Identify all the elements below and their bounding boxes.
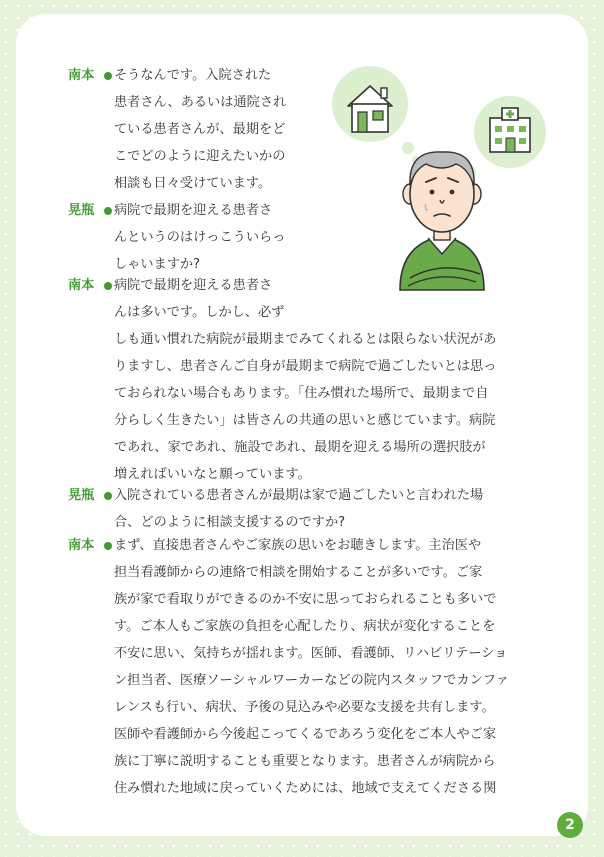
hospital-thought-bubble <box>474 96 546 168</box>
body-line: ておられない場合もあります。「住み慣れた場所で、最期まで自 <box>114 386 489 401</box>
body-line: しも通い慣れた病院が最期までみてくれるとは限らない状況があ <box>114 332 497 347</box>
body-line: 担当看護師からの連絡で相談を開始することが多いです。ご家 <box>114 565 483 580</box>
body-line: こでどのように迎えたいかの <box>114 149 286 164</box>
speaker-label-minamimoto: 南本 <box>68 538 95 553</box>
body-line: 入院されている患者さんが最期は家で過ごしたいと言われた場 <box>114 488 484 503</box>
body-line: んというのはけっこういらっ <box>114 230 286 245</box>
body-line: りますし、患者さんご自身が最期まで病院で過ごしたいとは思っ <box>114 359 497 374</box>
body-line: ている患者さんが、最期をど <box>114 122 286 137</box>
speaker-bullet <box>104 492 112 500</box>
body-line: 増えればいいなと願っています。 <box>114 467 311 482</box>
body-line: しゃいますか? <box>114 257 201 272</box>
speaker-bullet <box>104 542 112 550</box>
speaker-label-minamimoto: 南本 <box>68 278 95 293</box>
home-thought-bubble <box>332 66 408 142</box>
body-line: 合、どのように相談支援するのですか? <box>114 515 346 530</box>
body-line: 病院で最期を迎える患者さ <box>114 278 273 293</box>
speaker-bullet <box>104 207 112 215</box>
body-line: レンスも行い、病状、予後の見込みや必要な支援を共有します。 <box>114 700 495 715</box>
body-line: 不安に思い、気持ちが揺れます。医師、看護師、リハビリテーショ <box>114 646 508 661</box>
body-line: ン担当者、医療ソーシャルワーカーなどの院内スタッフでカンファ <box>114 673 509 688</box>
speaker-bullet <box>104 72 112 80</box>
body-line: 病院で最期を迎える患者さ <box>114 203 273 218</box>
elderly-man-illustration <box>330 64 560 292</box>
body-line: であれ、家であれ、施設であれ、最期を迎える場所の選択肢が <box>114 440 486 455</box>
body-line: 医師や看護師から今後起こってくるであろう変化をご本人やご家 <box>114 727 497 742</box>
body-line: す。ご本人もご家族の負担を心配したり、病状が変化することを <box>114 619 496 634</box>
body-line: まず、直接患者さんやご家族の思いをお聴きします。主治医や <box>114 538 482 553</box>
speaker-label-koku: 晃瓶 <box>68 488 95 503</box>
body-line: 分らしく生きたい」は皆さんの共通の思いと感じています。病院 <box>114 413 496 428</box>
body-line: 患者さん、あるいは通院され <box>114 95 287 110</box>
body-line: 相談も日々受けています。 <box>114 176 272 191</box>
body-line: 住み慣れた地域に戻っていくためには、地域で支えてくださる関 <box>114 781 497 796</box>
body-line: んは多いです。しかし、必ず <box>114 305 285 320</box>
speaker-label-minamimoto: 南本 <box>68 68 95 83</box>
speaker-label-koku: 晃瓶 <box>68 203 95 218</box>
body-line: 族に丁寧に説明することも重要となります。患者さんが病院から <box>114 754 496 769</box>
speaker-bullet <box>104 282 112 290</box>
page-number: 2 <box>557 812 583 838</box>
body-line: そうなんです。入院された <box>114 68 272 83</box>
body-line: 族が家で看取りができるのか不安に思っておられることも多いで <box>114 592 497 607</box>
